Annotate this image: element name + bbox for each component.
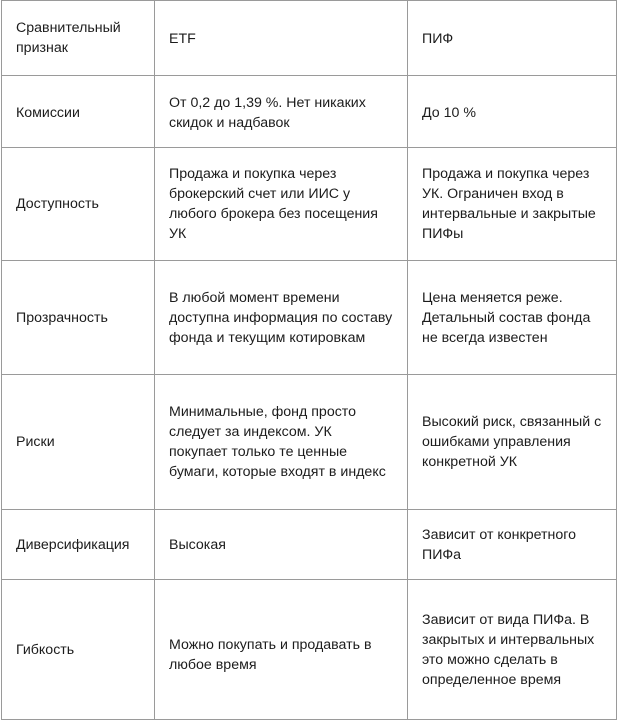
row-pif-value: До 10 % [408, 76, 617, 148]
table-row-flexibility [2, 580, 617, 720]
header-etf: ETF [155, 1, 408, 76]
row-feature: Диверсификация [2, 510, 155, 580]
table-row-diversification [2, 510, 617, 580]
table-row-transparency [2, 261, 617, 375]
row-feature: Комиссии [2, 76, 155, 148]
table-row-commissions [2, 76, 617, 148]
row-feature: Риски [2, 375, 155, 510]
row-etf-value: Высокая [155, 510, 408, 580]
table-row-risks [2, 375, 617, 510]
row-feature: Прозрачность [2, 261, 155, 375]
row-pif-value: Продажа и покупка через УК. Ограничен вход в интервальные и закрытые ПИФы [408, 148, 617, 261]
table-header-row [2, 1, 617, 76]
row-etf-value: Минимальные, фонд просто следует за индексом. УК покупает только те ценные бумаги, которые входят в индекс [155, 375, 408, 510]
row-pif-value: Зависит от конкретного ПИФа [408, 510, 617, 580]
row-etf-value: Продажа и покупка через брокерский счет или ИИС у любого брокера без посещения УК [155, 148, 408, 261]
header-feature: Сравнительный признак [2, 1, 155, 76]
header-pif: ПИФ [408, 1, 617, 76]
row-pif-value: Цена меняется реже. Детальный состав фонда не всегда известен [408, 261, 617, 375]
row-feature: Доступность [2, 148, 155, 261]
row-pif-value: Зависит от вида ПИФа. В закрытых и интервальных это можно сделать в определенное время [408, 580, 617, 720]
table-row-availability [2, 148, 617, 261]
row-etf-value: От 0,2 до 1,39 %. Нет никаких скидок и надбавок [155, 76, 408, 148]
etf-vs-pif-comparison-table [1, 0, 617, 720]
row-feature: Гибкость [2, 580, 155, 720]
row-pif-value: Высокий риск, связанный с ошибками управления конкретной УК [408, 375, 617, 510]
row-etf-value: В любой момент времени доступна информация по составу фонда и текущим котировкам [155, 261, 408, 375]
row-etf-value: Можно покупать и продавать в любое время [155, 580, 408, 720]
